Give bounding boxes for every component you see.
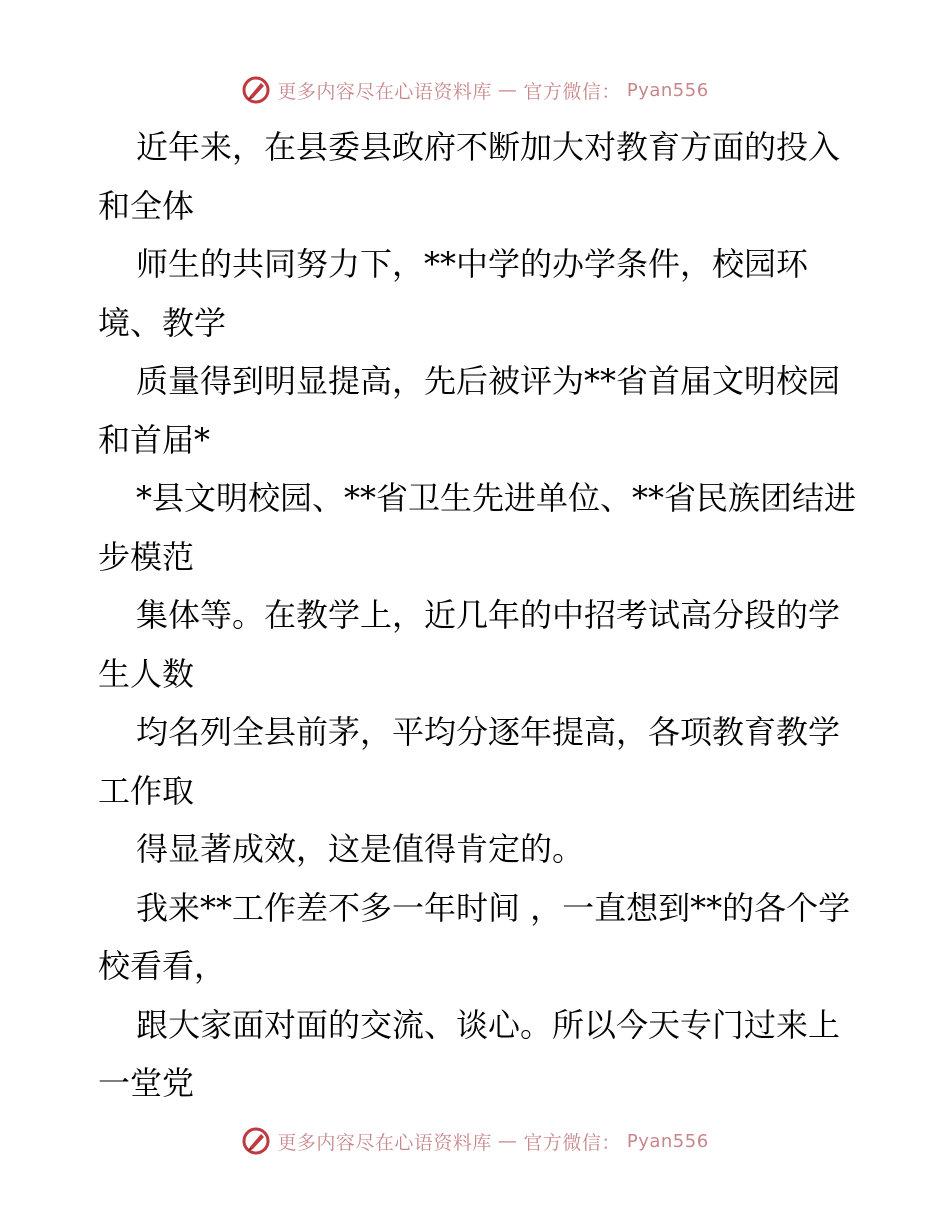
paragraph-line: 质量得到明显提高，先后被评为**省首届文明校园和首届* xyxy=(98,362,841,459)
paragraph-line: 我来**工作差不多一年时间 ，一直想到**的各个学校看看， xyxy=(98,888,851,985)
paragraph-line: 集体等。在教学上，近几年的中招考试高分段的学生人数 xyxy=(98,596,841,693)
header-watermark xyxy=(0,70,950,110)
footer-watermark xyxy=(0,1121,950,1161)
watermark-wechat-handle: Pyan556 xyxy=(626,1130,709,1152)
paragraph-line: 师生的共同努力下，**中学的办学条件，校园环境、教学 xyxy=(98,245,809,342)
watermark-wechat-label: 官方微信： xyxy=(523,1131,621,1154)
watermark-text: 更多内容尽在心语资料库 xyxy=(277,80,492,103)
pen-quill-logo-icon xyxy=(241,75,271,105)
paragraph-line: 跟大家面对面的交流、谈心。所以今天专门过来上一堂党 xyxy=(98,1005,841,1102)
pen-quill-logo-icon xyxy=(241,1126,271,1156)
paragraph-line: 近年来，在县委县政府不断加大对教育方面的投入和全体 xyxy=(98,128,841,225)
watermark-separator: — xyxy=(497,79,518,101)
document-body xyxy=(98,118,858,1113)
watermark-text: 更多内容尽在心语资料库 xyxy=(277,1131,492,1154)
paragraph-line: 得显著成效，这是值得肯定的。 xyxy=(136,830,585,868)
watermark-separator: — xyxy=(497,1130,518,1152)
watermark-wechat-label: 官方微信： xyxy=(523,80,621,103)
paragraph-line: *县文明校园、**省卫生先进单位、**省民族团结进步模范 xyxy=(98,479,857,576)
paragraph-line: 均名列全县前茅，平均分逐年提高，各项教育教学工作取 xyxy=(98,713,841,810)
watermark-wechat-handle: Pyan556 xyxy=(626,79,709,101)
